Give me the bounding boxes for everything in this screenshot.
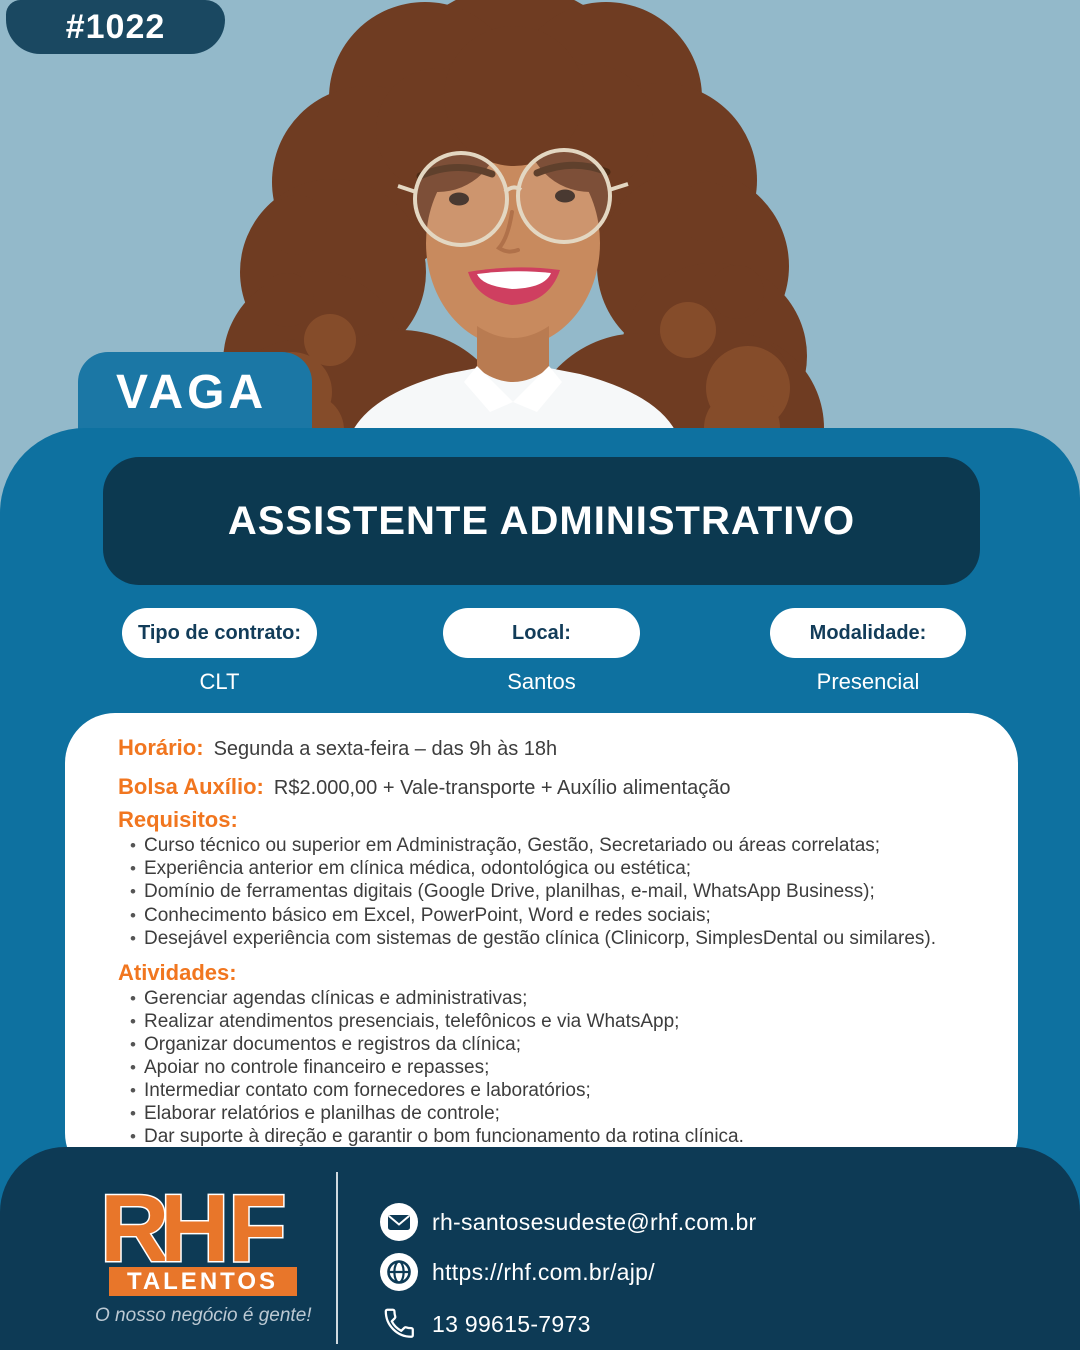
list-item: • Elaborar relatórios e planilhas de controle;	[130, 1102, 982, 1125]
schedule-row	[118, 735, 982, 762]
contact-phone[interactable]: 13 99615-7973	[432, 1310, 591, 1337]
list-item: • Apoiar no controle financeiro e repasses;	[130, 1056, 982, 1079]
list-item: • Gerenciar agendas clínicas e administrativas;	[130, 987, 982, 1010]
schedule-value: Segunda a sexta-feira – das 9h às 18h	[213, 738, 558, 760]
location-value: Santos	[507, 669, 576, 694]
svg-text:F: F	[227, 1175, 287, 1271]
phone-icon	[382, 1306, 418, 1342]
footer	[0, 1147, 1080, 1350]
list-item: • Realizar atendimentos presenciais, telefônicos e via WhatsApp;	[130, 1010, 982, 1033]
list-item: • Dar suporte à direção e garantir o bom funcionamento da rotina clínica.	[130, 1125, 982, 1148]
schedule-label: Horário:	[118, 735, 204, 760]
list-item: • Desejável experiência com sistemas de gestão clínica (Clinicorp, SimplesDental ou similares).	[130, 927, 982, 950]
list-item: • Organizar documentos e registros da clínica;	[130, 1033, 982, 1056]
allowance-value: R$2.000,00 + Vale-transporte + Auxílio alimentação	[273, 777, 731, 799]
svg-text:H: H	[159, 1175, 229, 1271]
location-label: Local:	[512, 621, 571, 644]
logo-tagline: O nosso negócio é gente!	[95, 1305, 312, 1326]
vaga-tab	[78, 352, 312, 432]
svg-text:R: R	[99, 1175, 169, 1271]
rhf-logo-letters	[98, 1173, 308, 1271]
allowance-label: Bolsa Auxílio:	[118, 774, 264, 799]
globe-icon	[380, 1253, 418, 1291]
list-item: • Intermediar contato com fornecedores e laboratórios;	[130, 1079, 982, 1102]
description-panel	[65, 713, 1018, 1183]
email-icon	[380, 1203, 418, 1241]
job-title: ASSISTENTE ADMINISTRATIVO	[227, 498, 856, 543]
contact-phone-row	[380, 1306, 757, 1342]
allowance-row	[118, 774, 982, 801]
contact-email-row	[380, 1203, 757, 1241]
rhf-logo	[95, 1173, 310, 1327]
contract-label: Tipo de contrato:	[138, 621, 301, 644]
detail-location	[443, 608, 640, 695]
contract-pill	[122, 608, 317, 658]
talentos-bar	[109, 1267, 297, 1296]
vaga-label: VAGA	[116, 365, 268, 419]
list-item: • Domínio de ferramentas digitais (Google Drive, planilhas, e-mail, WhatsApp Business);	[130, 880, 982, 903]
modality-value: Presencial	[816, 669, 920, 694]
requirements-heading: Requisitos:	[118, 807, 238, 832]
detail-contract	[122, 608, 317, 695]
list-item: • Curso técnico ou superior em Administração, Gestão, Secretariado ou áreas correlatas;	[130, 834, 982, 857]
job-title-box	[103, 457, 980, 585]
location-pill	[443, 608, 640, 658]
contact-list	[380, 1203, 757, 1342]
contact-email[interactable]: rh-santosesudeste@rhf.com.br	[432, 1208, 757, 1235]
modality-pill	[770, 608, 966, 658]
list-item: • Experiência anterior em clínica médica, odontológica ou estética;	[130, 857, 982, 880]
job-id-badge	[6, 0, 225, 54]
contact-website-row	[380, 1253, 757, 1291]
contract-value: CLT	[199, 669, 240, 694]
detail-modality	[770, 608, 966, 695]
talentos-label: TALENTOS	[126, 1267, 279, 1295]
requirements-list	[118, 834, 982, 950]
list-item: • Conhecimento básico em Excel, PowerPoint, Word e redes sociais;	[130, 904, 982, 927]
modality-label: Modalidade:	[809, 621, 927, 644]
contact-website[interactable]: https://rhf.com.br/ajp/	[432, 1258, 655, 1285]
activities-list	[118, 987, 982, 1148]
job-id-number: #1022	[65, 7, 166, 46]
activities-heading: Atividades:	[118, 960, 237, 986]
footer-divider	[336, 1172, 338, 1344]
